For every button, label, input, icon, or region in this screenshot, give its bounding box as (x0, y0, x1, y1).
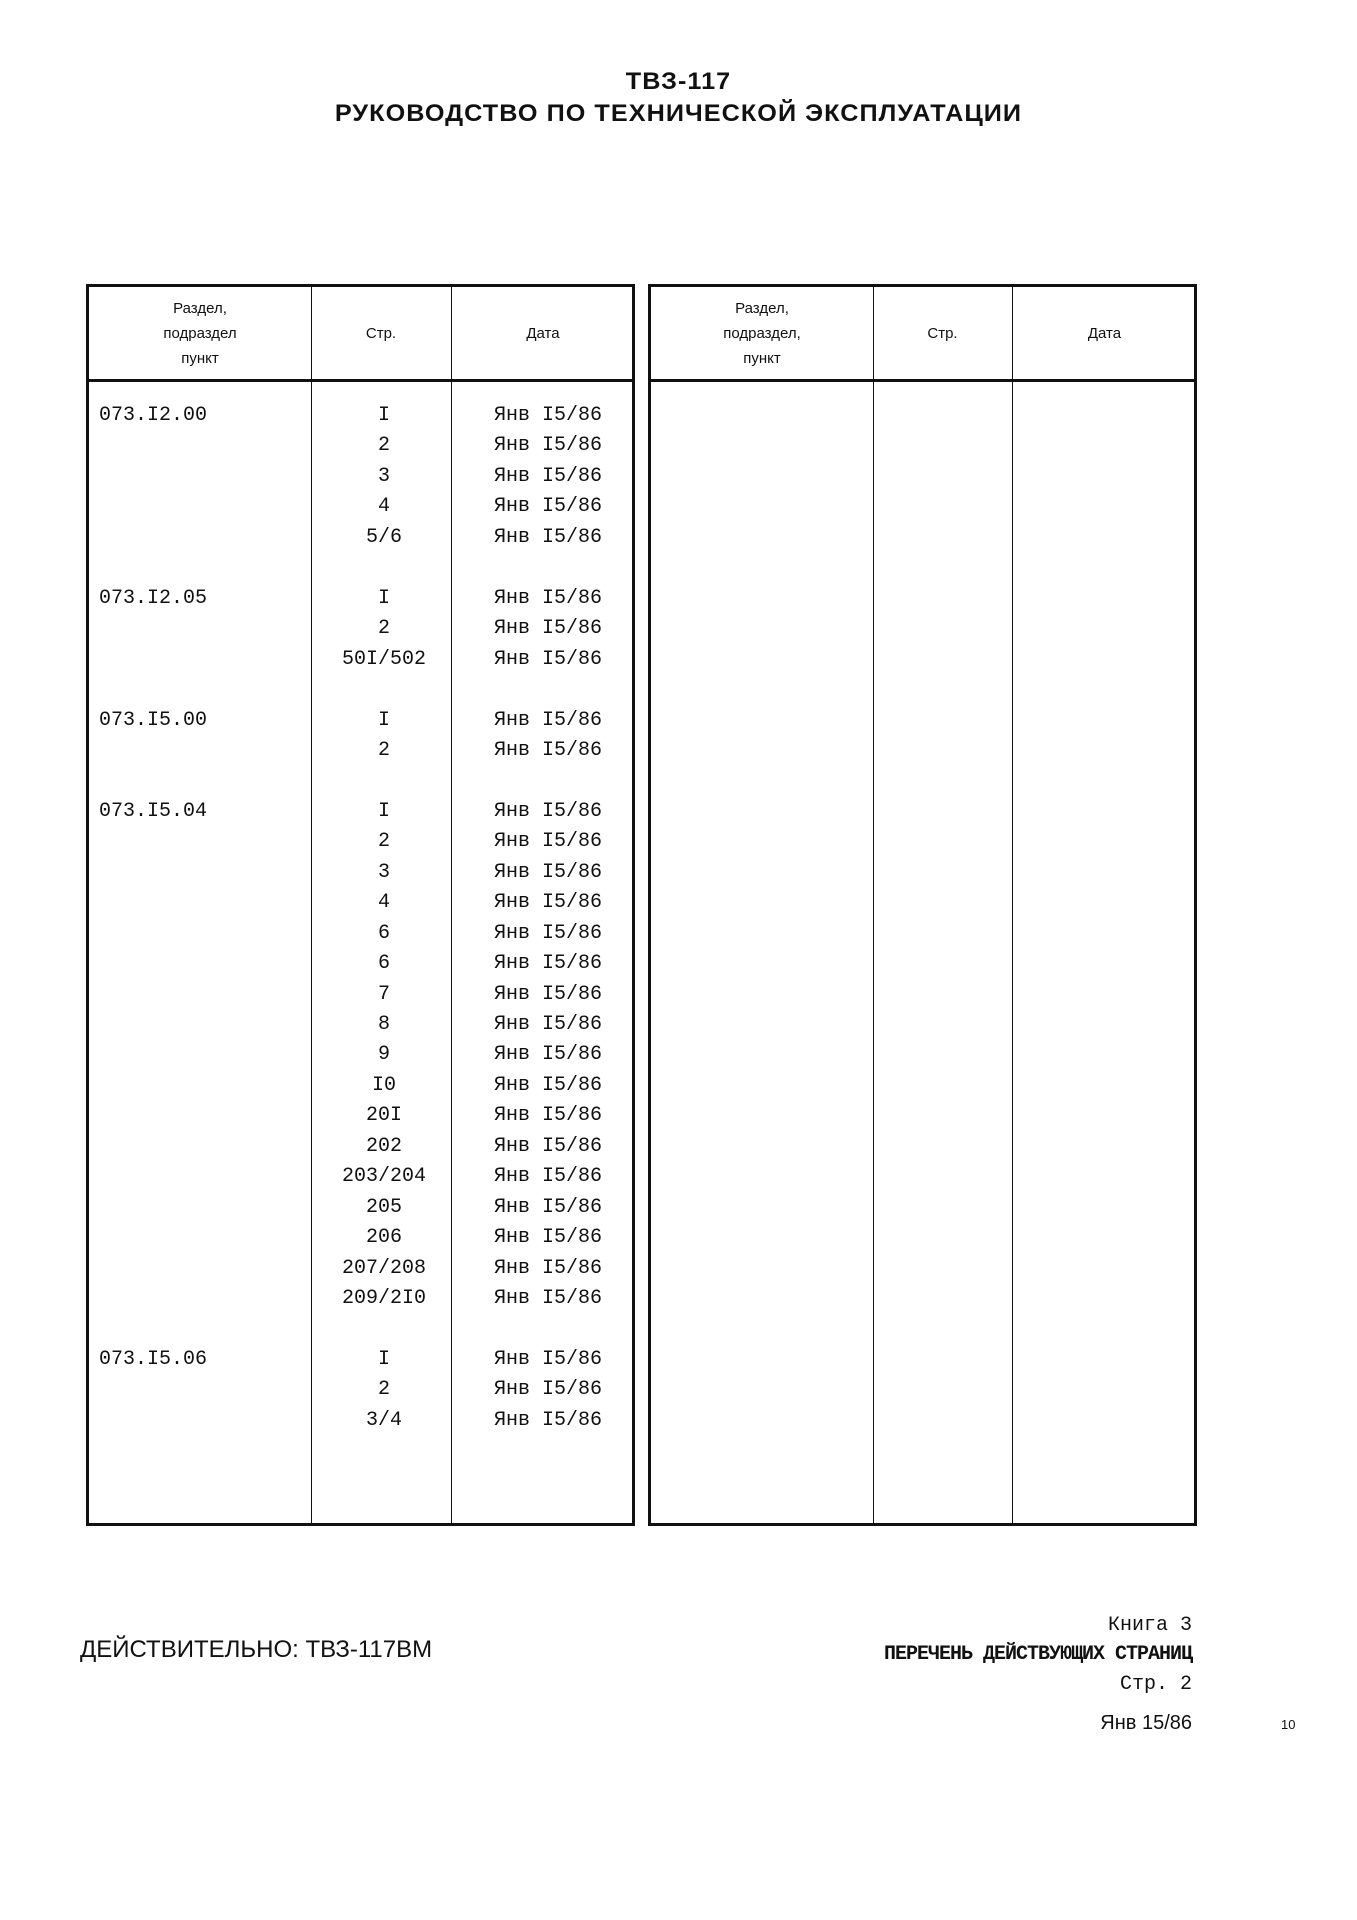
page-number: 2 (377, 1378, 390, 1402)
page-date: Янв I5/86 (494, 495, 603, 519)
table-header (651, 287, 1194, 382)
pages-table-left (86, 284, 635, 1526)
page-number: 8 (377, 1013, 390, 1036)
column-header-section: Раздел, подраздел, пункт (723, 299, 801, 367)
page-date: Янв I5/86 (494, 1013, 603, 1036)
page-number: 20I (365, 1104, 402, 1128)
page-date: Янв I5/86 (494, 1043, 603, 1067)
page-number: 6 (377, 952, 390, 976)
page-number: 206 (365, 1226, 402, 1250)
page-date: Янв I5/86 (494, 952, 603, 976)
section-code: 073.I5.04 (99, 799, 208, 823)
section-code: 073.I5.06 (99, 1347, 208, 1371)
page-date: Янв I5/86 (494, 891, 603, 915)
page-date: Янв I5/86 (494, 1347, 603, 1371)
sheet-number: 10 (1281, 1717, 1296, 1732)
page-number: 202 (365, 1134, 402, 1158)
page-date: Янв I5/86 (494, 1226, 603, 1250)
section-code: 073.I5.00 (99, 708, 208, 732)
document-code: ТВЗ-117 (625, 68, 732, 95)
page-number: 203/204 (341, 1165, 426, 1189)
page-number: I (377, 404, 390, 427)
page-date: Янв I5/86 (494, 1378, 603, 1402)
page-date: Янв I5/86 (494, 617, 603, 641)
page-number: 207/208 (341, 1256, 426, 1280)
page-number: 5/6 (365, 525, 402, 549)
column-header-page: Стр. (365, 324, 397, 342)
table-header (89, 287, 632, 382)
page-date: Янв I5/86 (494, 830, 603, 854)
page-date: Янв I5/86 (494, 860, 603, 884)
page-date: Янв I5/86 (494, 1195, 603, 1219)
page-date: Янв I5/86 (494, 434, 603, 458)
page-number: 2 (377, 830, 390, 854)
page-label: Стр. 2 (1119, 1673, 1192, 1696)
page-number: I (377, 799, 390, 823)
page-number: 4 (377, 891, 390, 915)
page-date: Янв I5/86 (494, 525, 603, 549)
column-header-section: Раздел, подраздел пункт (163, 299, 237, 367)
section-title: ПЕРЕЧЕНЬ ДЕЙСТВУЮЩИХ СТРАНИЦ (883, 1643, 1192, 1666)
page-date: Янв I5/86 (494, 982, 603, 1006)
column-header-date: Дата (1087, 324, 1122, 342)
page-date: Янв I5/86 (494, 1287, 603, 1311)
book-label: Книга 3 (1107, 1614, 1192, 1637)
page-date: Янв I5/86 (494, 1165, 603, 1189)
page-date: Янв I5/86 (494, 464, 603, 488)
page-number: 2 (377, 434, 390, 458)
page-number: 2 (377, 738, 390, 762)
column-header-page: Стр. (927, 324, 958, 342)
page-number: 205 (365, 1195, 402, 1219)
page-number: 9 (377, 1043, 390, 1067)
page-date: Янв I5/86 (494, 799, 603, 823)
page-date: Янв I5/86 (494, 647, 603, 671)
page-number: I (377, 586, 390, 610)
page-number: I0 (371, 1073, 396, 1097)
page-date: Янв I5/86 (494, 1408, 603, 1432)
page-date: Янв I5/86 (494, 1256, 603, 1280)
page-number: 6 (377, 921, 390, 945)
section-code: 073.I2.00 (99, 404, 208, 427)
page-number: 4 (377, 495, 390, 519)
revision-date: Янв 15/86 (1100, 1712, 1192, 1734)
page-date: Янв I5/86 (494, 921, 603, 945)
pages-table-right (648, 284, 1197, 1526)
page-number: 3 (377, 464, 390, 488)
section-code: 073.I2.05 (99, 586, 208, 610)
page-date: Янв I5/86 (494, 1134, 603, 1158)
page-date: Янв I5/86 (494, 1073, 603, 1097)
column-header-date: Дата (526, 324, 560, 342)
page-number: 3 (377, 860, 390, 884)
document-title: РУКОВОДСТВО ПО ТЕХНИЧЕСКОЙ ЭКСПЛУАТАЦИИ (334, 100, 1023, 127)
page-number: 209/2I0 (341, 1287, 426, 1311)
column-divider (873, 287, 874, 1523)
page-date: Янв I5/86 (494, 1104, 603, 1128)
column-divider (311, 287, 312, 1523)
page-number: I (377, 708, 390, 732)
page-date: Янв I5/86 (494, 586, 603, 610)
page-date: Янв I5/86 (494, 738, 603, 762)
page-date: Янв I5/86 (494, 404, 603, 427)
page-number: 7 (377, 982, 390, 1006)
page-number: 3/4 (365, 1408, 402, 1432)
column-divider (1012, 287, 1013, 1523)
validity-note: ДЕЙСТВИТЕЛЬНО: ТВЗ-117ВМ (80, 1636, 433, 1663)
page-date: Янв I5/86 (494, 708, 603, 732)
page-number: I (377, 1347, 390, 1371)
page-number: 2 (377, 617, 390, 641)
page-number: 50I/502 (341, 647, 426, 671)
